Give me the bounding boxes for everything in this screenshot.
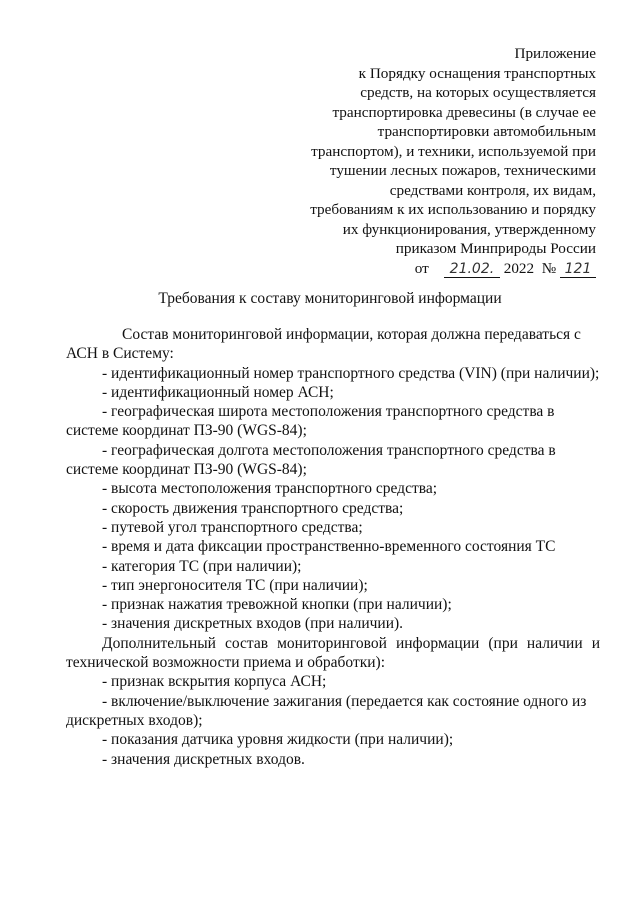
header-line: транспортировка древесины (в случае ее [332, 103, 596, 121]
number-sign: № [541, 259, 557, 277]
list-item: - тип энергоносителя ТС (при наличии); [102, 576, 368, 594]
additional-intro-paragraph: Дополнительный состав мониторинговой информации (при наличии и технической возможности приема и обработки): [66, 634, 600, 672]
list-item: - значения дискретных входов. [102, 750, 305, 768]
header-line: средствами контроля, их видам, [389, 181, 596, 199]
list-item: - высота местоположения транспортного средства; [102, 480, 438, 498]
appendix-header [266, 44, 596, 278]
header-line: к Порядку оснащения транспортных [358, 64, 596, 82]
list-item: - путевой угол транспортного средства; [102, 518, 363, 536]
list-item: - признак вскрытия корпуса АСН; [102, 673, 327, 691]
document-body [66, 325, 600, 769]
header-line: приказом Минприроды России [395, 240, 596, 257]
order-date-line [266, 259, 596, 279]
list-item: - идентификационный номер АСН; [102, 383, 334, 401]
list-item: - время и дата фиксации пространственно-временного состояния ТС [102, 538, 556, 556]
number-handwritten: 121 [560, 262, 596, 278]
list-item: - показания датчика уровня жидкости (при наличии); [102, 731, 454, 749]
list-item: - включение/выключение зажигания (передается как состояние одного из дискретных входов); [66, 692, 587, 729]
intro-paragraph: Состав мониторинговой информации, которая должна передаваться с АСН в Систему: [66, 326, 581, 363]
document-title: Требования к составу мониторинговой информации [158, 290, 502, 307]
header-line: транспортировки автомобильным [377, 123, 596, 140]
list-item: - признак нажатия тревожной кнопки (при наличии); [102, 596, 452, 614]
header-line: транспортом), и техники, используемой при [311, 142, 596, 160]
list-item: - категория ТС (при наличии); [102, 557, 302, 575]
list-item: - идентификационный номер транспортного средства (VIN) (при наличии); [102, 364, 600, 382]
header-line: их функционирования, утвержденному [342, 220, 596, 238]
header-line: требованиям к их использованию и порядку [310, 201, 596, 218]
list-item: - географическая долгота местоположения транспортного средства в системе координат ПЗ-90 (WGS-84); [66, 441, 556, 479]
header-line: средств, на которых осуществляется [360, 84, 596, 101]
date-year: 2022 [503, 259, 535, 277]
list-item: - географическая широта местоположения транспортного средства в системе координат ПЗ-90 (WGS-84); [66, 403, 555, 440]
list-item: - значения дискретных входов (при наличии). [102, 615, 404, 633]
date-prefix: от [414, 259, 429, 277]
list-item: - скорость движения транспортного средства; [102, 499, 404, 517]
header-line: тушении лесных пожаров, техническими [329, 162, 596, 179]
date-handwritten: 21.02. [444, 262, 500, 278]
header-line: Приложение [514, 45, 596, 62]
